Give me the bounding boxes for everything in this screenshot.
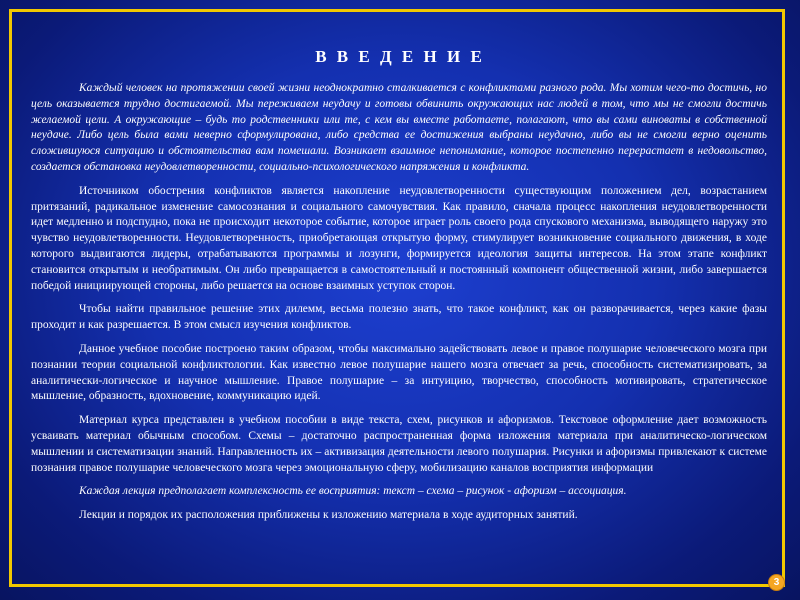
page-title: В В Е Д Е Н И Е [315,47,485,66]
paragraph-3: Чтобы найти правильное решение этих дилемм, весьма полезно знать, что такое конфликт, как он разворачивается, через какие фазы проходит и как разрешается. В этом смысл изучения конфликтов. [31,303,767,332]
body-text [31,81,767,532]
paragraph-7: Лекции и порядок их расположения приближены к изложению материала в ходе аудиторных занятий. [79,509,578,522]
paragraph-5: Материал курса представлен в учебном пособии в виде текста, схем, рисунков и афоризмов. Текстовое оформление дает возможность усваивать материал обычным способом. Схемы – достаточно распространенная форма изложения материала при аналитическо-логическом мышлении и систематизации знаний. Направленность их – активизация деятельности левого полушария. Рисунки и афоризмы привлекают к системе познания правое полушарие человеческого мозга через эмоциональную сферу, мобилизацию каналов восприятия информации [31,414,767,474]
paragraph-1: Каждый человек на протяжении своей жизни неоднократно сталкивается с конфликтами разного рода. Мы хотим чего-то достичь, но цель оказывается трудно достигаемой. Мы переживаем неудачу и готовы обвинить окружающих нас людей в том, что мы не смогли достичь желаемой цели. А окружающие – будь то родственники или те, с кем вы вместе работаете, полагают, что вы сами виноваты в собственной неудаче. Либо цель была вами неверно сформулирована, либо средства ее достижения выбраны неудачно, либо вы не смогли верно оценить сложившуюся ситуацию и обстоятельства вам помешали. Возникает взаимное непонимание, которое постепенно перерастает в недовольство, создается обстановка неудовлетворенности, социально-психологического напряжения и конфликта. [31,82,767,173]
page-number-badge: 3 [768,574,785,591]
paragraph-2: Источником обострения конфликтов является накопление неудовлетворенности существующим положением дел, возрастанием притязаний, радикальное изменение самосознания и социального самочувствия. Как правило, сначала процесс накопления неудовлетворенности идет медленно и подспудно, пока не происходит некоторое событие, которое играет роль своего рода спускового механизма, выводящего наружу это чувство неудовлетворенности. Неудовлетворенность, приобретающая открытую форму, стимулирует возникновение социального движения, в ходе которого выдвигаются лидеры, отрабатываются программы и лозунги, формируется идеология защиты интересов. На этом этапе конфликт становится открытым и необратимым. Он либо превращается в самостоятельный и постоянный компонент общественной жизни, либо завершается победой инициирующей стороны, либо решается на основе взаимных уступок сторон. [31,184,767,292]
paragraph-6: Каждая лекция предполагает комплексность ее восприятия: текст – схема – рисунок - афоризм – ассоциация. [79,485,627,498]
paragraph-4: Данное учебное пособие построено таким образом, чтобы максимально задействовать левое и правое полушарие человеческого мозга при познании теории социальной конфликтологии. Как известно левое полушарие нашего мозга отвечает за речь, способность систематизировать, за аналитически-логическое и научное мышление. Правое полушарие – за интуицию, творчество, способность мотивировать, стратегическое мышление, образность, вдохновение, коммуникацию идей. [31,342,767,403]
